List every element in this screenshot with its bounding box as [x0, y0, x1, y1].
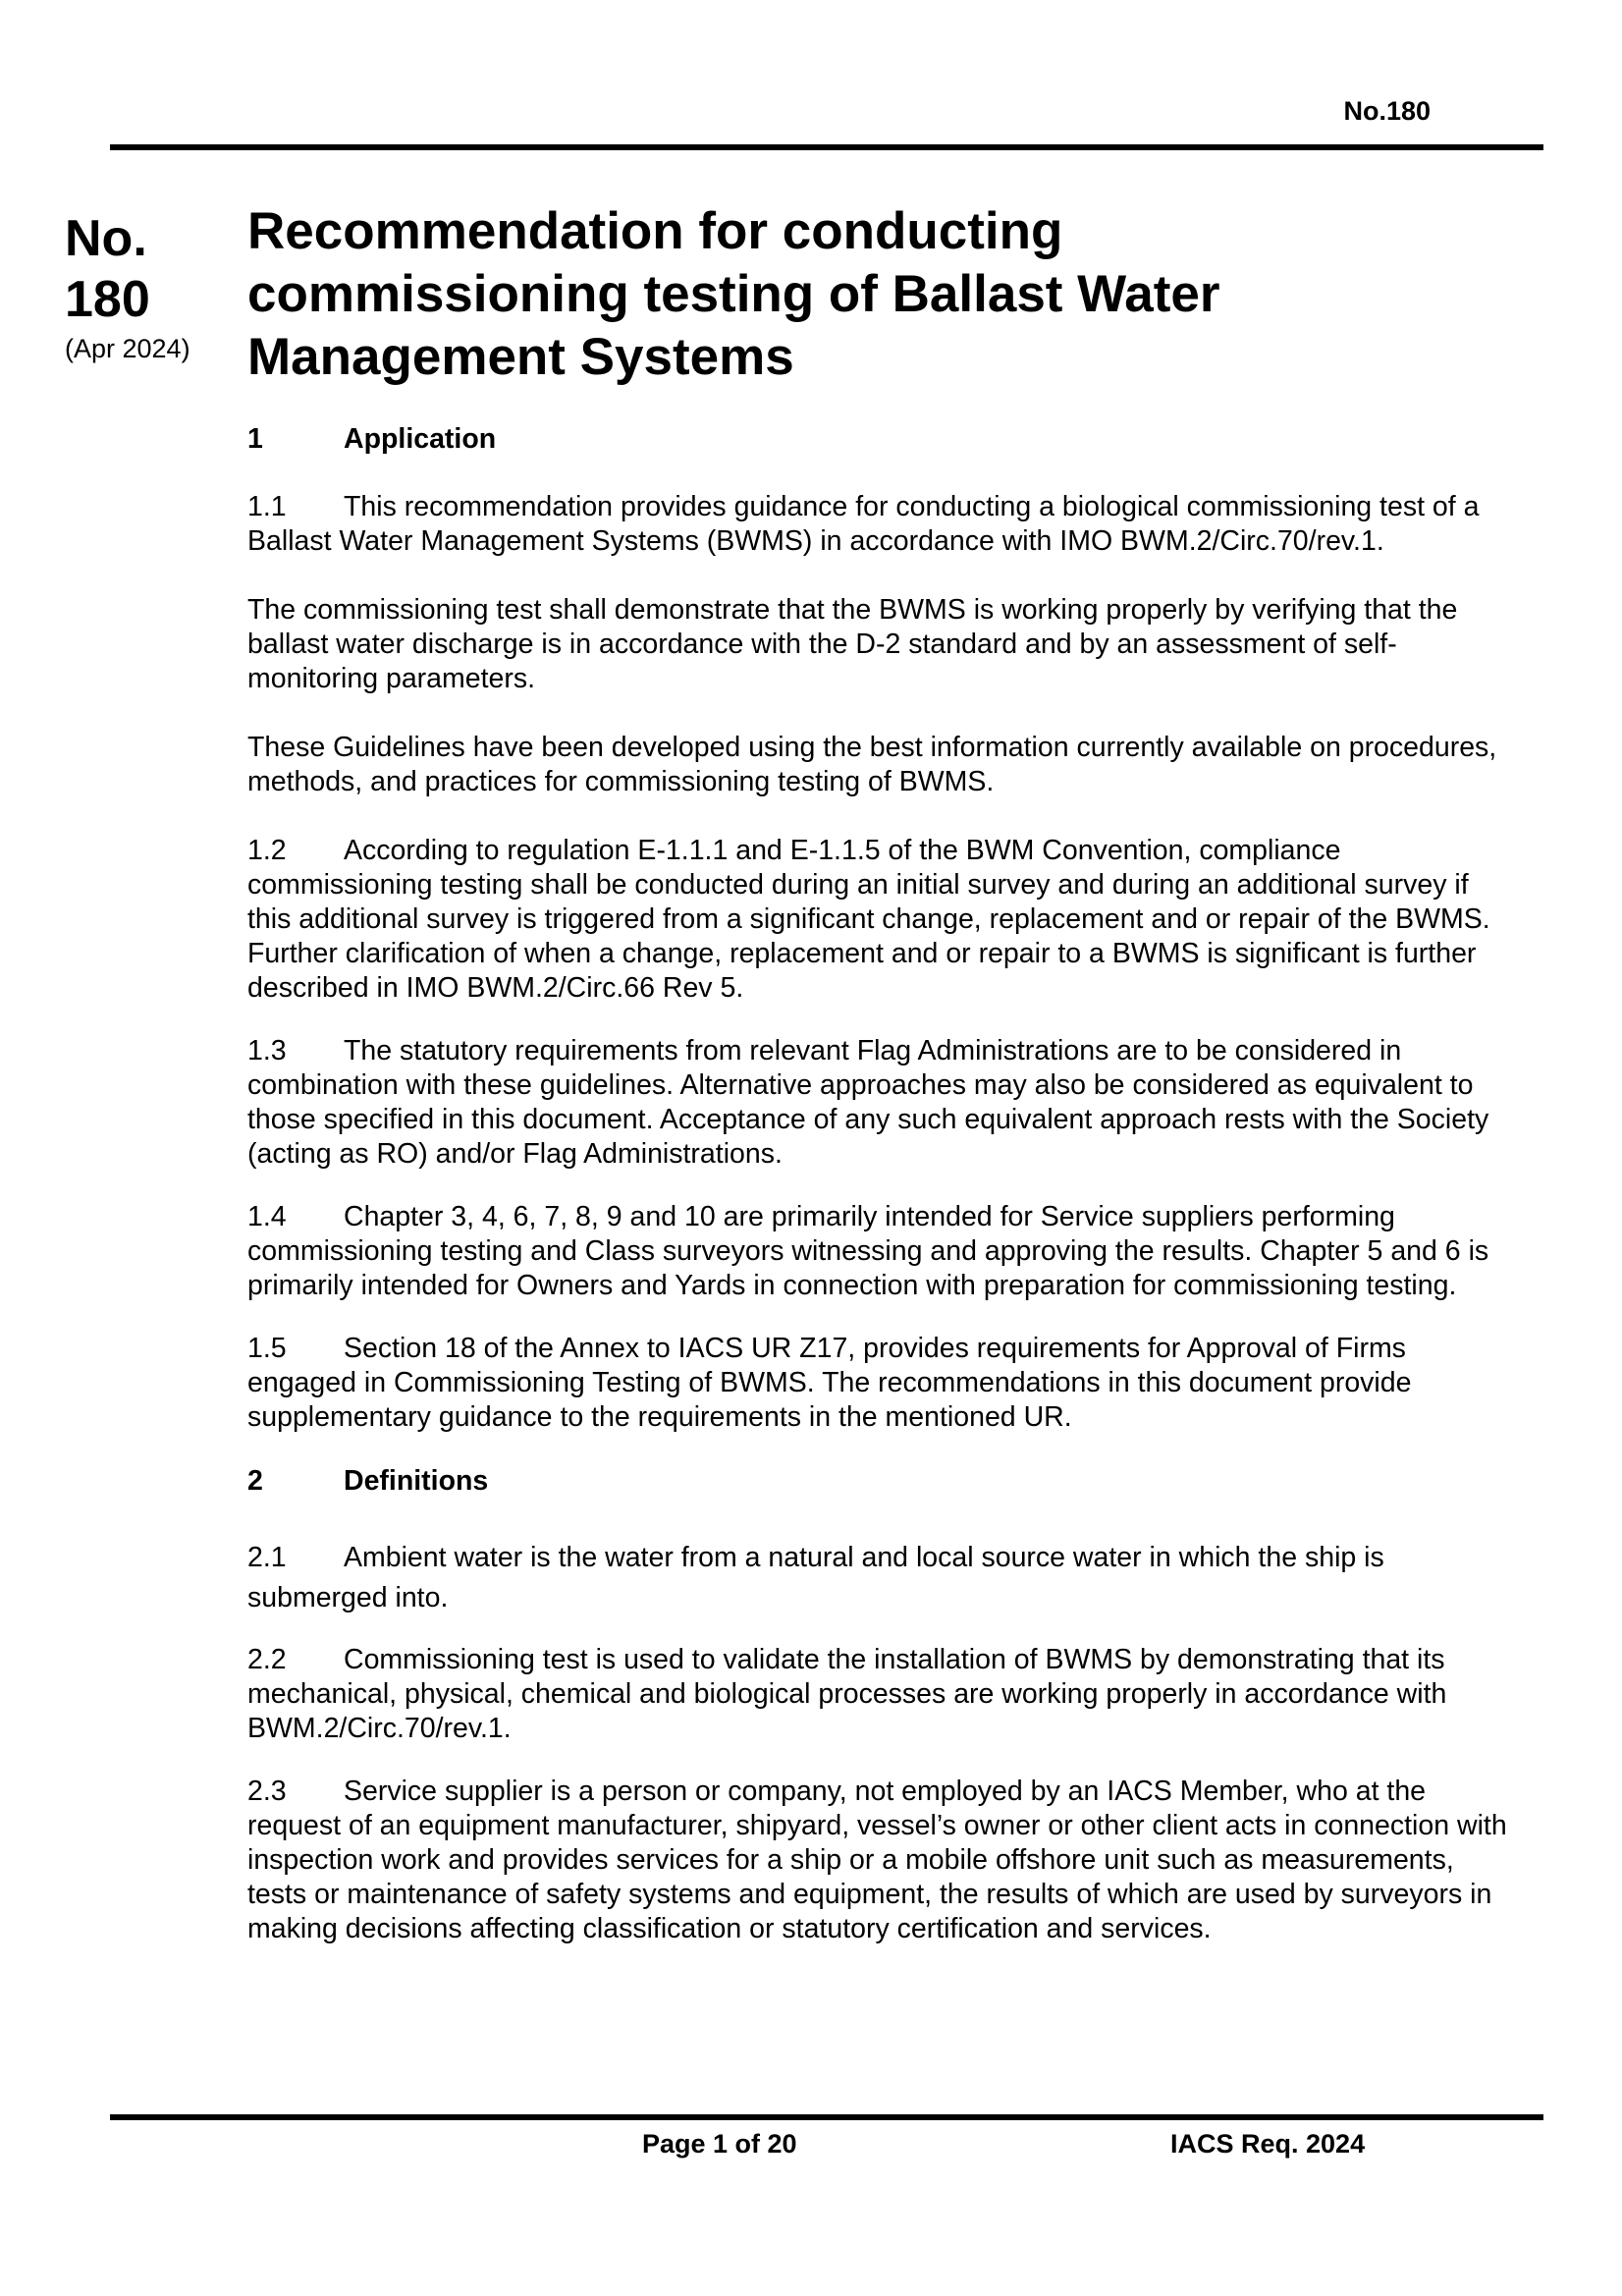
- paragraph-number: 1.4: [247, 1201, 287, 1232]
- paragraph-text: Commissioning test is used to validate the installation of BWMS by demonstrating that its mechanical, physical, chemical and biological processes are working properly in accordance with BWM.2/Circ.70/rev.1.: [247, 1644, 1447, 1744]
- paragraph-text: Ambient water is the water from a natural and local source water in which the ship is submerged into.: [247, 1542, 1384, 1613]
- header-doc-number: No.180: [1343, 96, 1431, 126]
- paragraph-text: Section 18 of the Annex to IACS UR Z17, provides requirements for Approval of Firms engaged in Commissioning Testing of BWMS. The recommendations in this document provide supplementary guidance to the requirements in the mentioned UR.: [247, 1333, 1412, 1433]
- paragraph-number: 2.3: [247, 1776, 287, 1807]
- paragraph-number: 1.2: [247, 835, 287, 866]
- section-title: Definitions: [344, 1465, 489, 1497]
- paragraph-1-3: [247, 1034, 1514, 1172]
- document-body: [247, 422, 1514, 1946]
- section-number: 1: [247, 423, 263, 455]
- paragraph-text: Chapter 3, 4, 6, 7, 8, 9 and 10 are primarily intended for Service suppliers performing commissioning testing and Class surveyors witnessing and approving the results. Chapter 5 and 6 is primarily intended for Owners and Yards in connection with preparation for commissioning testing.: [247, 1201, 1489, 1301]
- paragraph-number: 2.2: [247, 1644, 287, 1675]
- paragraph-2-1: [247, 1538, 1514, 1618]
- paragraph-1-4: [247, 1200, 1514, 1303]
- paragraph-text: Service supplier is a person or company, not employed by an IACS Member, who at the request of an equipment manufacturer, shipyard, vessel’s owner or other client acts in connection with inspection work and provides services for a ship or a mobile offshore unit such as measurements, tests or maintenance of safety systems and equipment, the results of which are used by surveyors in making decisions affecting classification or statutory certification and services.: [247, 1776, 1507, 1944]
- doc-number-block: [65, 208, 222, 365]
- paragraph-text: This recommendation provides guidance for conducting a biological commissioning test of a Ballast Water Management Systems (BWMS) in accordance with IMO BWM.2/Circ.70/rev.1.: [247, 491, 1480, 557]
- section-number: 2: [247, 1465, 263, 1497]
- section-heading-definitions: [247, 1464, 1514, 1499]
- doc-no-number: 180: [65, 271, 150, 328]
- page-title: [247, 200, 1377, 389]
- paragraph-text: The statutory requirements from relevant Flag Administrations are to be considered in combination with these guidelines. Alternative approaches may also be considered as equivalent to those specified in this document. Acceptance of any such equivalent approach rests with the Society (acting as RO) and/or Flag Administrations.: [247, 1035, 1489, 1170]
- paragraph-1-1: [247, 490, 1514, 559]
- doc-date: (Apr 2024): [65, 334, 190, 363]
- title-line: Management Systems: [247, 328, 794, 386]
- title-line: commissioning testing of Ballast Water: [247, 265, 1220, 323]
- page-number: Page 1 of 20: [642, 2129, 797, 2159]
- header-rule: [110, 144, 1543, 150]
- doc-no-label: No.: [65, 210, 147, 267]
- paragraph-text: According to regulation E-1.1.1 and E-1.1.5 of the BWM Convention, compliance commissioning testing shall be conducted during an initial survey and during an additional survey if this additional survey is triggered from a significant change, replacement and or repair of the BWMS. Further clarification of when a change, replacement and or repair to a BWMS is significant is further described in IMO BWM.2/Circ.66 Rev 5.: [247, 835, 1490, 1004]
- paragraph-number: 2.1: [247, 1542, 287, 1573]
- footer-req: IACS Req. 2024: [1170, 2129, 1366, 2159]
- paragraph-number: 1.1: [247, 491, 287, 522]
- paragraph-1-1-b: The commissioning test shall demonstrate that the BWMS is working properly by verifying that the ballast water discharge is in accordance with the D-2 standard and by an assessment of self-monitoring parameters.: [247, 594, 1458, 694]
- paragraph-1-5: [247, 1332, 1514, 1435]
- section-title: Application: [344, 423, 497, 455]
- paragraph-number: 1.3: [247, 1035, 287, 1066]
- paragraph-1-2: [247, 834, 1514, 1006]
- footer-rule: [110, 2114, 1543, 2120]
- paragraph-2-2: [247, 1643, 1514, 1746]
- title-line: Recommendation for conducting: [247, 202, 1063, 260]
- section-heading-application: [247, 422, 1514, 457]
- paragraph-number: 1.5: [247, 1333, 287, 1364]
- paragraph-1-1-c: These Guidelines have been developed using the best information currently available on procedures, methods, and practices for commissioning testing of BWMS.: [247, 732, 1497, 797]
- paragraph-2-3: [247, 1775, 1514, 1946]
